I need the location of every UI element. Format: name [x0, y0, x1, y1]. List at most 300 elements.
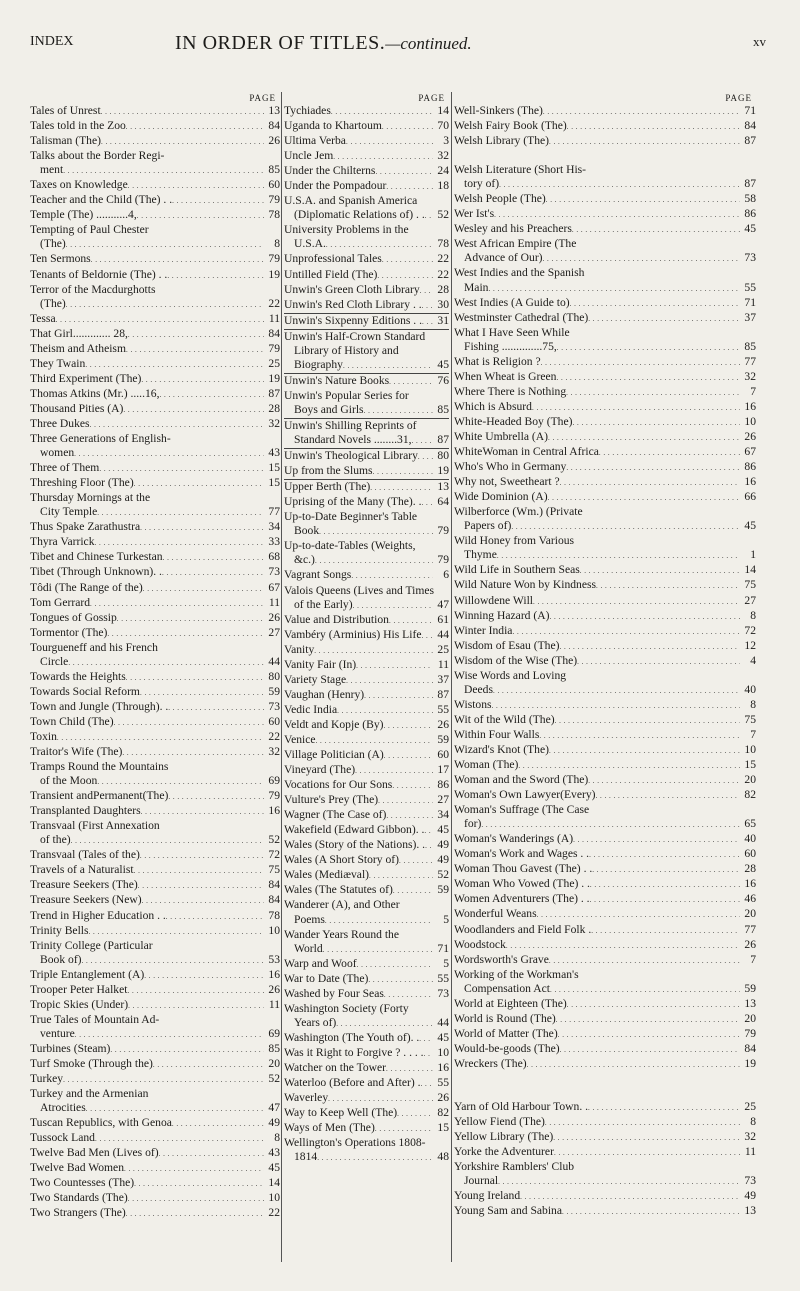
- index-entry: [454, 938, 756, 953]
- index-entry: [30, 715, 280, 730]
- entry-title: Trend in Higher Education . .: [30, 908, 166, 922]
- dot-leader: [134, 476, 264, 491]
- index-entry: [30, 968, 280, 983]
- entry-page-number: 7: [750, 384, 756, 398]
- index-entry: [284, 164, 449, 179]
- index-entry: [284, 252, 449, 267]
- entry-title-line: Unwin's Popular Series for: [284, 388, 409, 402]
- entry-title: Tessa: [30, 311, 56, 325]
- index-entry: [284, 673, 449, 688]
- entry-title: Under the Chilterns: [284, 164, 376, 178]
- entry-title: Wreckers (The): [454, 1056, 527, 1070]
- entry-page-number: 10: [744, 742, 756, 756]
- entry-title: Unwin's Sixpenny Editions . .: [284, 313, 422, 327]
- dot-leader: [386, 1061, 433, 1076]
- dot-leader: [382, 252, 433, 267]
- dot-leader: [57, 730, 264, 745]
- entry-title: Wild Life in Southern Seas: [454, 563, 580, 577]
- entry-title: WhiteWoman in Central Africa: [454, 445, 599, 459]
- entry-title: Wizard's Knot (The): [454, 742, 549, 756]
- entry-title: West Indies (A Guide to): [454, 295, 570, 309]
- entry-page-number: 16: [437, 1061, 449, 1074]
- index-entry: [454, 1027, 756, 1042]
- index-entry: [30, 878, 280, 893]
- entry-page-number: 8: [750, 697, 756, 711]
- entry-page-number: 84: [744, 119, 756, 133]
- entry-page-number: 79: [268, 341, 280, 355]
- entry-title-line: Wanderer (A), and Other: [284, 898, 400, 912]
- dot-leader: [90, 417, 264, 432]
- index-entry: [30, 611, 280, 626]
- dot-leader: [317, 1150, 433, 1165]
- entry-page-number: 22: [437, 267, 449, 281]
- index-entry: [30, 1072, 280, 1087]
- dot-leader: [315, 553, 433, 568]
- dot-leader: [418, 449, 433, 464]
- index-entry: [30, 863, 280, 878]
- index-entry: [284, 793, 449, 808]
- index-entry: [454, 266, 756, 295]
- entry-title: Town Child (The): [30, 714, 114, 728]
- index-entry: [454, 355, 756, 370]
- dot-leader: [343, 358, 433, 373]
- index-entry: [30, 476, 280, 491]
- entry-page-number: 78: [268, 908, 280, 922]
- entry-page-number: 79: [268, 789, 280, 803]
- dot-leader: [316, 733, 433, 748]
- index-entry: [284, 643, 449, 658]
- dot-leader: [153, 1057, 264, 1072]
- index-entry: [454, 862, 756, 877]
- entry-page-number: 28: [268, 401, 280, 415]
- index-entry: [284, 149, 449, 164]
- entry-title: Woman (The): [454, 758, 519, 772]
- index-entry: [454, 534, 756, 563]
- entry-title: 1814: [294, 1150, 318, 1164]
- dot-leader: [556, 370, 740, 385]
- entry-title-line: Woman's Suffrage (The Case: [454, 803, 590, 817]
- index-entry: [30, 387, 280, 402]
- dot-leader: [553, 1130, 740, 1145]
- dot-leader: [554, 1145, 740, 1160]
- entry-page-number: 77: [744, 922, 756, 936]
- page-column-heading: PAGE: [418, 93, 445, 103]
- entry-page-number: 16: [744, 399, 756, 413]
- index-entry: [454, 415, 756, 430]
- entry-page-number: 22: [437, 252, 449, 266]
- entry-page-number: 79: [268, 193, 280, 207]
- entry-page-number: 45: [437, 357, 449, 371]
- index-entry: [284, 628, 449, 643]
- dot-leader: [126, 1206, 264, 1221]
- dot-leader: [424, 823, 433, 838]
- entry-title: Willowdene Will: [454, 593, 534, 607]
- dot-leader: [351, 568, 433, 583]
- entry-title: Unwin's Theological Library: [284, 449, 418, 463]
- dot-leader: [543, 104, 740, 119]
- index-entry: [30, 1057, 280, 1072]
- index-entry: [454, 370, 756, 385]
- entry-title: Poems: [294, 912, 325, 926]
- entry-title: Tibet and Chinese Turkestan: [30, 550, 163, 564]
- index-entry: [30, 223, 280, 252]
- index-entry: [30, 1087, 280, 1116]
- entry-page-number: 26: [268, 610, 280, 624]
- entry-page-number: 19: [437, 464, 449, 478]
- dot-leader: [172, 1116, 264, 1131]
- entry-title: Tormentor (The): [30, 625, 108, 639]
- index-entry: [454, 430, 756, 445]
- entry-page-number: 82: [744, 788, 756, 802]
- index-entry: [30, 670, 280, 685]
- entry-title-line: Turkey and the Armenian: [30, 1087, 149, 1101]
- dot-leader: [532, 400, 740, 415]
- index-entry: [454, 758, 756, 773]
- entry-title-line: Wise Words and Loving: [454, 668, 567, 682]
- entry-title: ment: [40, 163, 64, 177]
- index-entry: [30, 1042, 280, 1057]
- dot-leader: [356, 658, 433, 673]
- entry-page-number: 60: [268, 178, 280, 192]
- entry-title: Vambéry (Arminius) His Life: [284, 627, 422, 641]
- header-continued: —continued.: [385, 34, 472, 53]
- index-entry: [284, 778, 449, 793]
- dot-leader: [346, 134, 433, 149]
- index-entry: [454, 609, 756, 624]
- entry-page-number: 5: [443, 956, 449, 970]
- entry-page-number: 15: [437, 1121, 449, 1135]
- dot-leader: [580, 563, 740, 578]
- index-entry: [30, 939, 280, 968]
- entry-title: Main: [464, 280, 489, 294]
- header-title: [175, 32, 472, 55]
- entry-title: Watcher on the Tower: [284, 1061, 387, 1074]
- dot-leader: [68, 655, 264, 670]
- entry-page-number: 80: [437, 449, 449, 463]
- index-entry: [284, 1046, 449, 1061]
- dot-leader: [123, 402, 264, 417]
- entry-title: Woodlanders and Field Folk .: [454, 922, 592, 936]
- entry-page-number: 71: [437, 941, 449, 955]
- index-entry: [30, 1176, 280, 1191]
- dot-leader: [336, 1016, 433, 1031]
- entry-title: Wales (A Short Story of): [284, 853, 399, 867]
- dot-leader: [497, 548, 740, 563]
- index-entry: [284, 987, 449, 1002]
- entry-title: venture: [40, 1026, 75, 1040]
- entry-title: Welsh People (The): [454, 192, 546, 206]
- entry-page-number: 33: [268, 535, 280, 549]
- entry-page-number: 15: [268, 461, 280, 475]
- entry-title: (Diplomatic Relations of) . .: [294, 208, 425, 222]
- entry-page-number: 45: [744, 519, 756, 533]
- index-entry: [454, 923, 756, 938]
- index-entry: [454, 296, 756, 311]
- index-entry: [30, 208, 280, 223]
- index-entry: [454, 1012, 756, 1027]
- index-entry: [30, 730, 280, 745]
- entry-title: Welsh Library (The): [454, 134, 549, 148]
- dot-leader: [567, 119, 740, 134]
- entry-title: Vanity Fair (In): [284, 657, 357, 671]
- entry-title: Threshing Floor (The): [30, 476, 134, 490]
- entry-title: Wer Ist's: [454, 207, 495, 221]
- index-entry: [284, 868, 449, 883]
- entry-page-number: 78: [268, 208, 280, 222]
- entry-title: Washed by Four Seas: [284, 986, 384, 1000]
- entry-page-number: 11: [437, 657, 449, 671]
- index-entry: [30, 685, 280, 700]
- entry-title: Wesley and his Preachers: [454, 222, 572, 236]
- entry-title: Vulture's Prey (The): [284, 793, 379, 807]
- entry-page-number: 26: [268, 982, 280, 996]
- entry-title: Warp and Woof: [284, 956, 357, 970]
- dot-leader: [159, 387, 264, 402]
- entry-title: Thus Spake Zarathustra: [30, 520, 141, 534]
- dot-leader: [588, 311, 740, 326]
- index-entry: [454, 698, 756, 713]
- entry-page-number: 22: [268, 729, 280, 743]
- entry-page-number: 10: [268, 923, 280, 937]
- dot-leader: [511, 519, 740, 534]
- header-title-text: IN ORDER OF TITLES.: [175, 32, 386, 54]
- dot-leader: [548, 430, 740, 445]
- entry-page-number: 13: [437, 480, 449, 494]
- entry-page-number: 65: [744, 817, 756, 831]
- dot-leader: [373, 464, 433, 479]
- entry-page-number: 25: [744, 1100, 756, 1113]
- index-entry: [284, 928, 449, 957]
- index-entry: [284, 314, 449, 330]
- index-entry: [30, 789, 280, 804]
- entry-title: of the): [40, 833, 71, 847]
- dot-leader: [541, 355, 740, 370]
- entry-page-number: 3: [443, 134, 449, 148]
- entry-page-number: 7: [750, 952, 756, 966]
- index-entry: [30, 1191, 280, 1206]
- entry-title: World: [294, 941, 323, 955]
- entry-title: City Temple: [40, 505, 98, 519]
- index-entry: [30, 626, 280, 641]
- spacer: [454, 1086, 756, 1100]
- entry-page-number: 73: [744, 251, 756, 265]
- dot-leader: [590, 892, 740, 907]
- entry-page-number: 10: [744, 414, 756, 428]
- dot-leader: [101, 134, 264, 149]
- index-entry: [454, 475, 756, 490]
- index-entry: [284, 330, 449, 374]
- index-entry: [284, 1121, 449, 1136]
- dot-leader: [420, 283, 433, 298]
- entry-page-number: 26: [744, 937, 756, 951]
- dot-leader: [325, 913, 433, 928]
- dot-leader: [570, 296, 740, 311]
- dot-leader: [596, 578, 740, 593]
- index-entry: [30, 550, 280, 565]
- index-entry: [454, 1160, 756, 1189]
- dot-leader: [520, 1189, 740, 1204]
- index-entry: [284, 179, 449, 194]
- dot-leader: [91, 252, 264, 267]
- entry-page-number: 14: [744, 563, 756, 577]
- entry-title: World of Matter (The): [454, 1026, 558, 1040]
- entry-title: Which is Absurd: [454, 399, 532, 413]
- dot-leader: [74, 446, 264, 461]
- entry-title: Yarn of Old Harbour Town. .: [454, 1100, 589, 1113]
- entry-page-number: 19: [744, 1056, 756, 1070]
- entry-page-number: 13: [744, 1204, 756, 1218]
- entry-title: Traitor's Wife (The): [30, 745, 123, 759]
- dot-leader: [107, 626, 264, 641]
- entry-title: Venice: [284, 732, 316, 746]
- index-entry: [284, 584, 449, 613]
- entry-title: Untilled Field (The): [284, 267, 378, 281]
- entry-page-number: 10: [268, 1191, 280, 1205]
- entry-page-number: 87: [744, 134, 756, 148]
- entry-title: Three of Them: [30, 461, 100, 475]
- entry-title: Two Countesses (The): [30, 1176, 135, 1190]
- entry-title: Woman's Work and Wages . .: [454, 847, 590, 861]
- entry-title: Wales (Mediæval): [284, 868, 370, 882]
- entry-page-number: 26: [268, 134, 280, 148]
- entry-title: Fishing ..............75,: [464, 339, 557, 353]
- entry-title: Unwin's Green Cloth Library: [284, 282, 420, 296]
- index-entry: [284, 1031, 449, 1046]
- index-entry: [30, 641, 280, 670]
- entry-page-number: 60: [744, 847, 756, 861]
- entry-page-number: 75: [744, 578, 756, 592]
- entry-title: Where There is Nothing: [454, 384, 567, 398]
- entry-page-number: 87: [437, 687, 449, 701]
- index-entry: [30, 104, 280, 119]
- entry-title: Book of): [40, 952, 82, 966]
- entry-page-number: 8: [274, 1131, 280, 1145]
- entry-page-number: 58: [744, 192, 756, 206]
- entry-title: Standard Novels ........31,: [294, 433, 412, 447]
- index-entry: [454, 563, 756, 578]
- dot-leader: [124, 1161, 264, 1176]
- entry-title: Biography: [294, 357, 343, 371]
- entry-title: Village Politician (A): [284, 748, 384, 762]
- index-entry: [30, 535, 280, 550]
- column-divider: [451, 92, 452, 1262]
- dot-leader: [56, 312, 264, 327]
- entry-page-number: 85: [268, 163, 280, 177]
- index-entry: [454, 654, 756, 669]
- entry-page-number: 37: [744, 310, 756, 324]
- index-entry: [30, 372, 280, 387]
- index-entry: [284, 957, 449, 972]
- entry-page-number: 27: [437, 793, 449, 807]
- index-entry: [454, 326, 756, 355]
- entry-title: Woman Thou Gavest (The) . .: [454, 862, 593, 876]
- index-entry: [284, 510, 449, 539]
- entry-title: Woman and the Sword (The): [454, 773, 589, 787]
- index-entry: [284, 1106, 449, 1121]
- dot-leader: [138, 878, 264, 893]
- entry-page-number: 4: [750, 653, 756, 667]
- entry-title: Wordsworth's Grave: [454, 952, 549, 966]
- entry-title-line: Yorkshire Ramblers' Club: [454, 1160, 575, 1174]
- entry-page-number: 43: [268, 1146, 280, 1160]
- entry-page-number: 11: [268, 997, 280, 1011]
- entry-page-number: 40: [744, 682, 756, 696]
- entry-page-number: 12: [744, 638, 756, 652]
- dot-leader: [167, 268, 264, 283]
- dot-leader: [389, 374, 433, 389]
- entry-page-number: 68: [268, 550, 280, 564]
- index-entry: [30, 998, 280, 1013]
- entry-title: Wagner (The Case of): [284, 808, 387, 822]
- index-entry: [30, 893, 280, 908]
- entry-page-number: 52: [268, 1072, 280, 1086]
- dot-leader: [353, 598, 433, 613]
- index-entry: [454, 624, 756, 639]
- index-entry: [454, 119, 756, 134]
- entry-title: Wild Nature Won by Kindness: [454, 578, 596, 592]
- entry-title: When Wheat is Green: [454, 369, 557, 383]
- entry-title: Deeds: [464, 682, 493, 696]
- entry-title-line: Trinity College (Particular: [30, 938, 153, 952]
- entry-title: Journal: [464, 1174, 499, 1188]
- dot-leader: [419, 1031, 433, 1046]
- index-entry: [30, 745, 280, 760]
- entry-page-number: 24: [437, 164, 449, 178]
- entry-title: Thyra Varrick: [30, 535, 95, 549]
- entry-title: Well-Sinkers (The): [454, 104, 543, 117]
- entry-page-number: 60: [268, 714, 280, 728]
- dot-leader: [328, 1091, 433, 1106]
- entry-page-number: 87: [268, 386, 280, 400]
- dot-leader: [337, 703, 433, 718]
- entry-page-number: 16: [744, 475, 756, 489]
- entry-page-number: 77: [268, 505, 280, 519]
- index-entry: [454, 192, 756, 207]
- index-entry: [30, 342, 280, 357]
- dot-leader: [71, 833, 264, 848]
- entry-page-number: 55: [437, 1076, 449, 1090]
- entry-page-number: 53: [268, 952, 280, 966]
- entry-title: Thyme: [464, 548, 497, 562]
- index-entry: [284, 568, 449, 583]
- index-entry: [454, 222, 756, 237]
- entry-page-number: 71: [744, 104, 756, 117]
- dot-leader: [422, 298, 433, 313]
- entry-page-number: 80: [268, 669, 280, 683]
- dot-leader: [424, 1046, 433, 1061]
- dot-leader: [375, 164, 433, 179]
- dot-leader: [326, 237, 433, 252]
- entry-title: World at Eighteen (The): [454, 996, 567, 1010]
- entry-page-number: 47: [437, 597, 449, 611]
- index-entry: [284, 283, 449, 298]
- index-entry: [454, 445, 756, 460]
- header-index-word: INDEX: [30, 34, 74, 49]
- entry-page-number: 84: [268, 893, 280, 907]
- entry-title: Unprofessional Tales: [284, 252, 382, 266]
- index-entry: [284, 883, 449, 898]
- dot-leader: [355, 763, 433, 778]
- entry-title-line: U.S.A. and Spanish America: [284, 194, 418, 208]
- index-entry: [454, 639, 756, 654]
- dot-leader: [95, 535, 265, 550]
- entry-page-number: 55: [437, 971, 449, 985]
- entry-page-number: 71: [744, 295, 756, 309]
- entry-page-number: 26: [744, 429, 756, 443]
- index-entry: [454, 728, 756, 743]
- dot-leader: [549, 609, 740, 624]
- entry-page-number: 16: [744, 877, 756, 891]
